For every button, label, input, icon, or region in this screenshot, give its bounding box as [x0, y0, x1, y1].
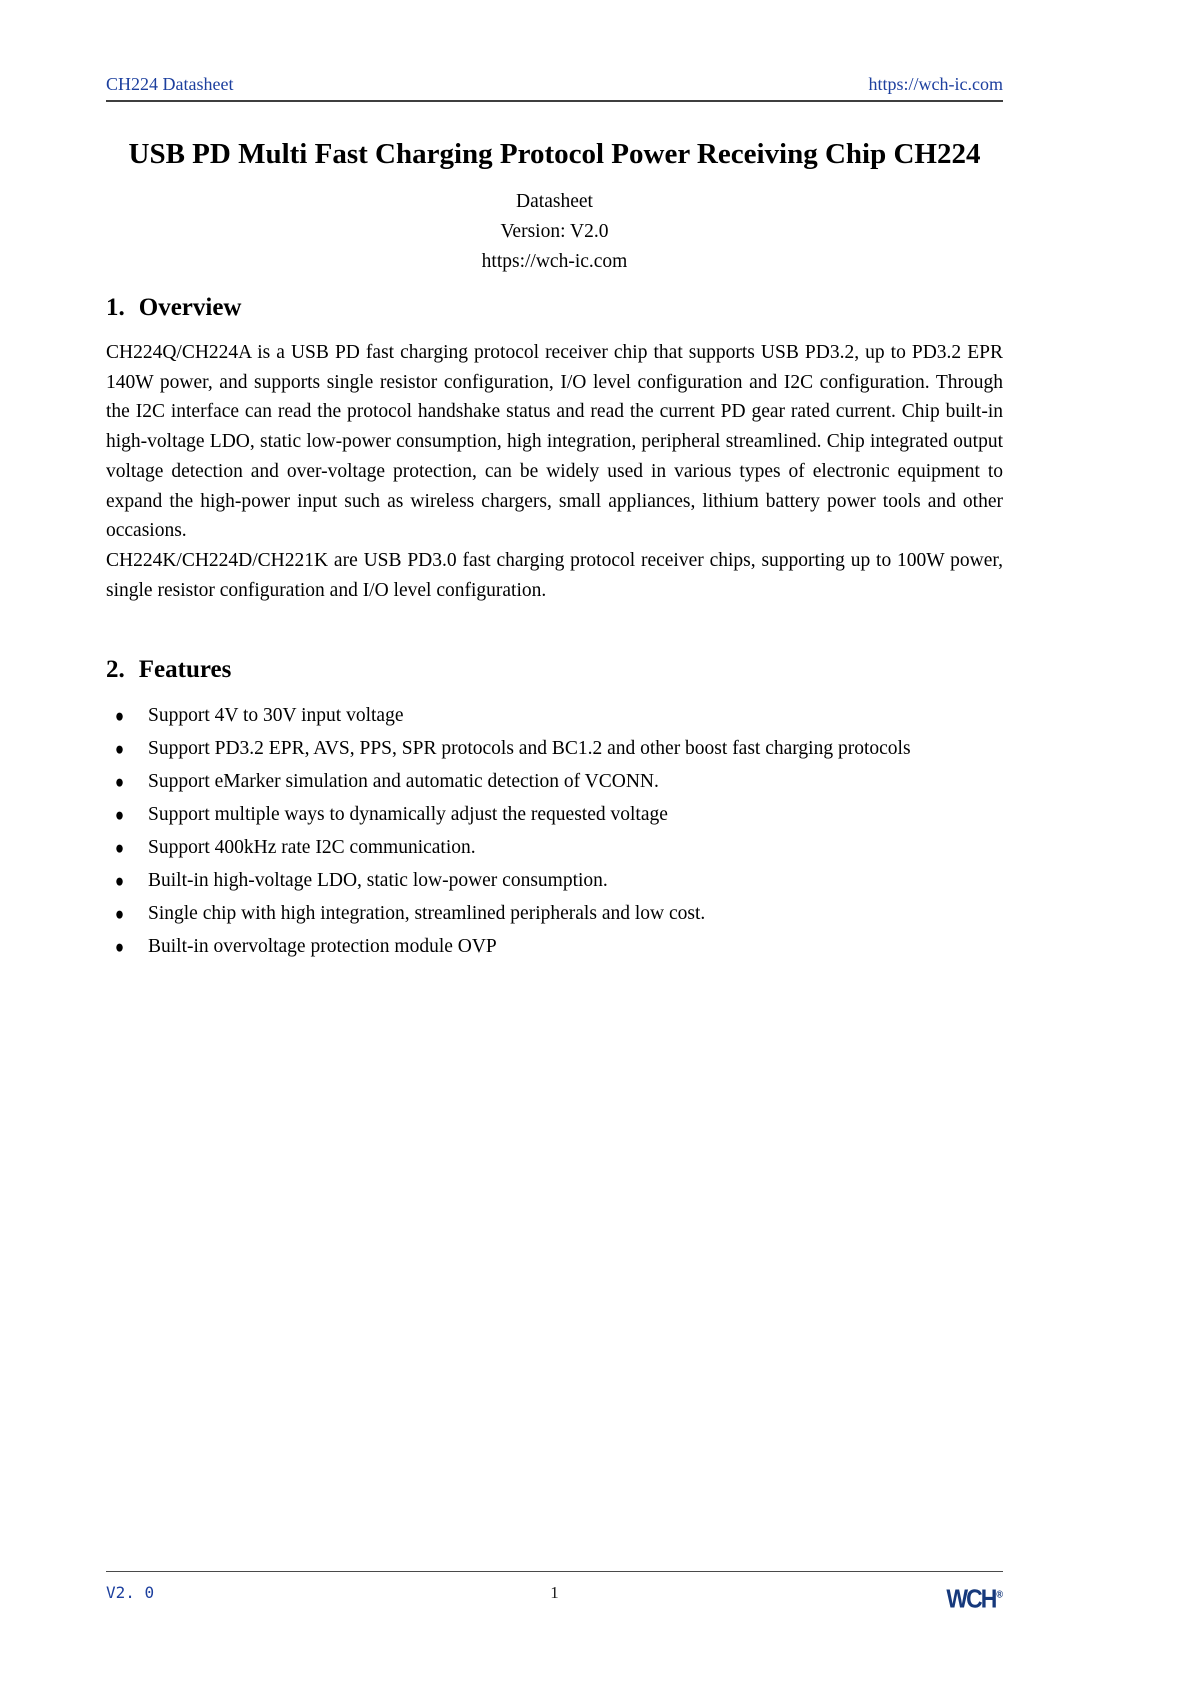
- subtitle-version: Version: V2.0: [500, 221, 609, 242]
- overview-paragraph-1: CH224Q/CH224A is a USB PD fast charging protocol receiver chip that supports USB PD3.2, up to PD3.2 EPR 140W power, and supports single resistor configuration, I/O level configuration and I2C configuration. Through the I2C interface can read the protocol handshake status and read the current PD gear rated current. Chip built-in high-voltage LDO, static low-power consumption, high integration, peripheral streamlined. Chip integrated output voltage detection and over-voltage protection, can be widely used in various types of electronic equipment to expand the high-power input such as wireless chargers, small appliances, lithium battery power tools and other occasions.: [106, 342, 1003, 542]
- overview-paragraph-2: CH224K/CH224D/CH221K are USB PD3.0 fast charging protocol receiver chips, supporting up to 100W power, single resistor configuration and I/O level configuration.: [106, 549, 1003, 601]
- bullet-icon: ●: [115, 905, 125, 926]
- section-heading-overview: [106, 291, 1003, 325]
- section-number-overview: 1.: [106, 294, 125, 321]
- footer-page-number: 1: [550, 1583, 559, 1602]
- features-list: [106, 704, 1003, 958]
- list-item: [106, 803, 1003, 826]
- bullet-icon: ●: [115, 707, 125, 728]
- feature-text: Single chip with high integration, streamlined peripherals and low cost.: [148, 903, 706, 925]
- subtitle-datasheet: Datasheet: [516, 191, 593, 212]
- bullet-icon: ●: [115, 872, 125, 893]
- list-item: [106, 770, 1003, 793]
- feature-text: Support PD3.2 EPR, AVS, PPS, SPR protocols and BC1.2 and other boost fast charging protocols: [148, 738, 911, 760]
- list-item: [106, 836, 1003, 859]
- list-item: [106, 902, 1003, 925]
- running-header: [106, 74, 1003, 102]
- footer-version: V2. 0: [106, 1583, 155, 1602]
- feature-text: Built-in overvoltage protection module OVP: [148, 936, 497, 958]
- feature-text: Support multiple ways to dynamically adjust the requested voltage: [148, 804, 668, 826]
- list-item: [106, 935, 1003, 958]
- header-url-link[interactable]: https://wch-ic.com: [868, 74, 1003, 94]
- feature-text: Support 400kHz rate I2C communication.: [148, 837, 476, 859]
- registered-trademark-icon: ®: [996, 1588, 1003, 1600]
- list-item: [106, 869, 1003, 892]
- feature-text: Built-in high-voltage LDO, static low-power consumption.: [148, 870, 608, 892]
- section-number-features: 2.: [106, 656, 125, 684]
- running-footer: [106, 1571, 1003, 1613]
- bullet-icon: ●: [115, 773, 125, 794]
- bullet-icon: ●: [115, 740, 125, 761]
- wch-logo-text: WCH: [946, 1583, 996, 1613]
- section-title-features: Features: [138, 656, 232, 684]
- bullet-icon: ●: [115, 839, 125, 860]
- bullet-icon: ●: [115, 806, 125, 827]
- bullet-icon: ●: [115, 938, 125, 959]
- page-content: [106, 0, 1003, 968]
- subtitle-block: [106, 187, 1003, 277]
- section-heading-features: [106, 653, 1003, 687]
- section-title-overview: Overview: [138, 294, 242, 321]
- subtitle-url: https://wch-ic.com: [481, 251, 628, 272]
- feature-text: Support 4V to 30V input voltage: [148, 705, 404, 727]
- document-title: USB PD Multi Fast Charging Protocol Power Receiving Chip CH224: [128, 138, 981, 170]
- list-item: [106, 737, 1003, 760]
- wch-logo: [883, 1583, 1003, 1613]
- list-item: [106, 704, 1003, 727]
- feature-text: Support eMarker simulation and automatic detection of VCONN.: [148, 771, 659, 793]
- header-doc-title: CH224 Datasheet: [106, 74, 234, 94]
